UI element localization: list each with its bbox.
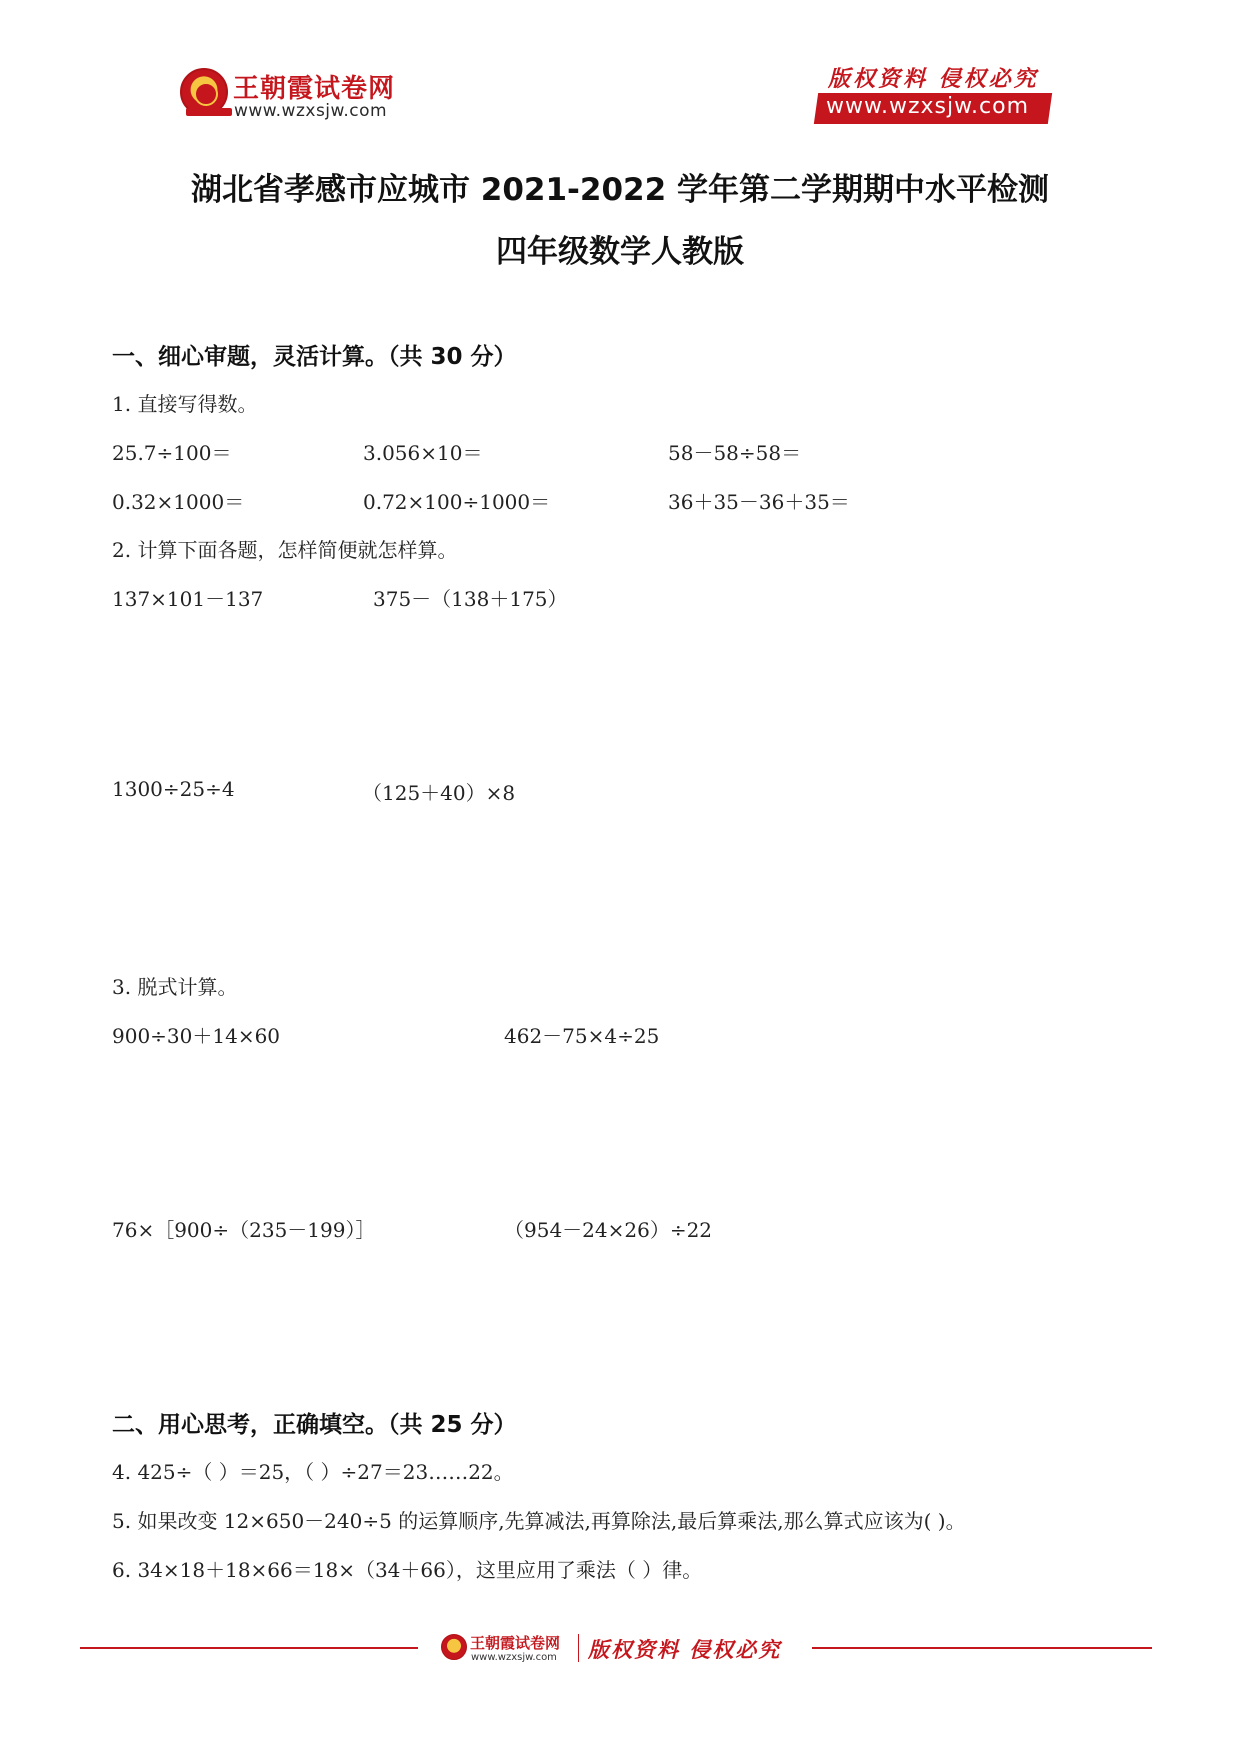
section-1-heading: 一、细心审题，灵活计算。（共 30 分）	[112, 344, 517, 370]
logo-ribbon	[186, 108, 232, 116]
section-2-heading: 二、用心思考，正确填空。（共 25 分）	[112, 1412, 517, 1438]
page-subtitle: 四年级数学人教版	[496, 234, 744, 270]
q2-item: 375－（138＋175）	[373, 587, 568, 611]
question-3-label: 3. 脱式计算。	[112, 975, 238, 999]
question-1-label: 1. 直接写得数。	[112, 392, 258, 416]
q3-item: （954－24×26）÷22	[504, 1218, 713, 1242]
logo-name: 王朝霞试卷网	[233, 74, 396, 104]
q1-item: 0.72×100÷1000＝	[363, 490, 551, 514]
page-title: 湖北省孝感市应城市 2021-2022 学年第二学期期中水平检测	[190, 172, 1049, 208]
footer-separator	[578, 1634, 579, 1662]
q1-item: 36＋35－36＋35＝	[668, 490, 850, 514]
q2-item: （125＋40）×8	[362, 781, 516, 805]
q1-item: 58－58÷58＝	[668, 441, 802, 465]
footer-logo-icon	[441, 1634, 467, 1660]
q1-item: 3.056×10＝	[363, 441, 483, 465]
question-5: 5. 如果改变 12×650－240÷5 的运算顺序,先算减法,再算除法,最后算乘法,那么算式应该为( )。	[112, 1509, 966, 1533]
q2-item: 1300÷25÷4	[112, 777, 235, 801]
footer-logo-name: 王朝霞试卷网	[470, 1634, 561, 1652]
footer-logo-url: www.wzxsjw.com	[471, 1652, 557, 1663]
q1-item: 0.32×1000＝	[112, 490, 245, 514]
question-2-label: 2. 计算下面各题，怎样简便就怎样算。	[112, 538, 458, 562]
logo-url: www.wzxsjw.com	[234, 101, 388, 121]
q1-item: 25.7÷100＝	[112, 441, 232, 465]
footer-rule-right	[812, 1647, 1152, 1649]
question-4: 4. 425÷（ ）＝25，（ ）÷27＝23……22。	[112, 1460, 514, 1484]
question-6: 6. 34×18＋18×66＝18×（34＋66），这里应用了乘法（ ）律。	[112, 1558, 703, 1582]
q3-item: 462－75×4÷25	[504, 1024, 660, 1048]
q2-item: 137×101－137	[112, 587, 264, 611]
footer-rule-left	[80, 1647, 418, 1649]
q3-item: 900÷30＋14×60	[112, 1024, 281, 1048]
copyright-notice: 版权资料 侵权必究	[828, 66, 1039, 92]
footer-copyright: 版权资料 侵权必究	[588, 1637, 782, 1662]
url-banner-text: www.wzxsjw.com	[826, 94, 1030, 119]
q3-item: 76×［900÷（235－199）］	[112, 1218, 376, 1242]
